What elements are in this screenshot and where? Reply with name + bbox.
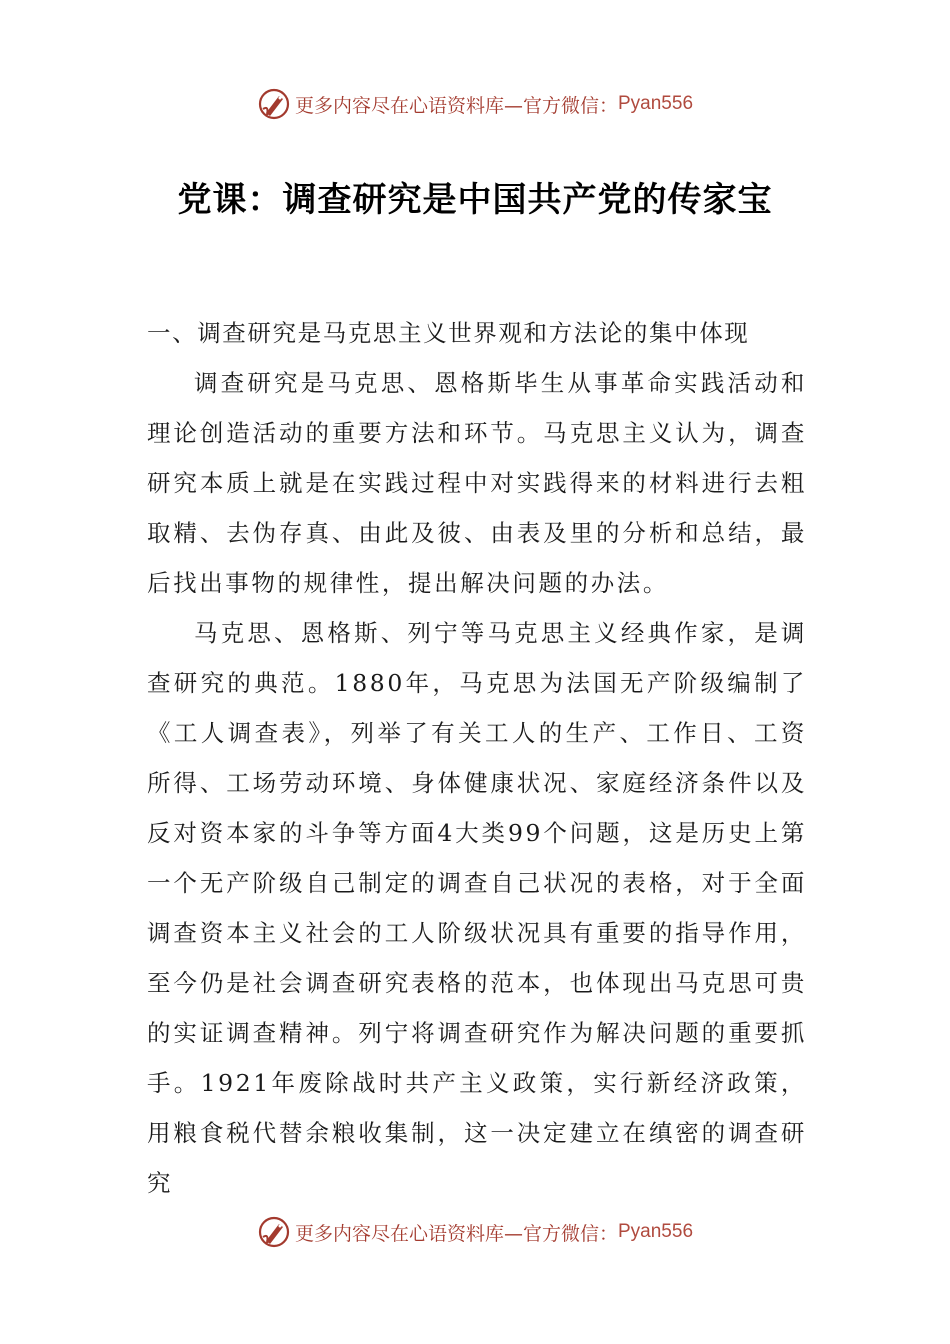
pen-nib-logo-icon xyxy=(257,1215,291,1249)
watermark-text: 更多内容尽在心语资料库—官方微信： xyxy=(294,1222,618,1245)
watermark-text: 更多内容尽在心语资料库—官方微信： xyxy=(294,94,618,117)
watermark-banner-top xyxy=(0,84,950,124)
watermark-wechat-id: Pyan556 xyxy=(618,1221,694,1242)
watermark-wechat-id: Pyan556 xyxy=(618,93,694,114)
pen-nib-logo-icon xyxy=(257,87,291,121)
document-title: 党课：调查研究是中国共产党的传家宝 xyxy=(177,180,773,220)
paragraph-2: 马克思、恩格斯、列宁等马克思主义经典作家，是调查研究的典范。1880年，马克思为法国无产阶级编制了《工人调查表》，列举了有关工人的生产、工作日、工资所得、工场劳动环境、身体健康状况、家庭经济条件以及反对资本家的斗争等方面4大类99个问题，这是历史上第一个无产阶级自己制定的调查自己状况的表格，对于全面调查资本主义社会的工人阶级状况具有重要的指导作用，至今仍是社会调查研究表格的范本，也体现出马克思可贵的实证调查精神。列宁将调查研究作为解决问题的重要抓手。1921年废除战时共产主义政策，实行新经济政策，用粮食税代替余粮收集制，这一决定建立在缜密的调查研究 xyxy=(147,619,807,1197)
paragraph-1: 调查研究是马克思、恩格斯毕生从事革命实践活动和理论创造活动的重要方法和环节。马克思主义认为，调查研究本质上就是在实践过程中对实践得来的材料进行去粗取精、去伪存真、由此及彼、由表及里的分析和总结，最后找出事物的规律性，提出解决问题的办法。 xyxy=(147,369,807,597)
document-body xyxy=(147,308,807,1208)
watermark-banner-bottom xyxy=(0,1212,950,1252)
section-heading: 一、调查研究是马克思主义世界观和方法论的集中体现 xyxy=(147,319,750,347)
